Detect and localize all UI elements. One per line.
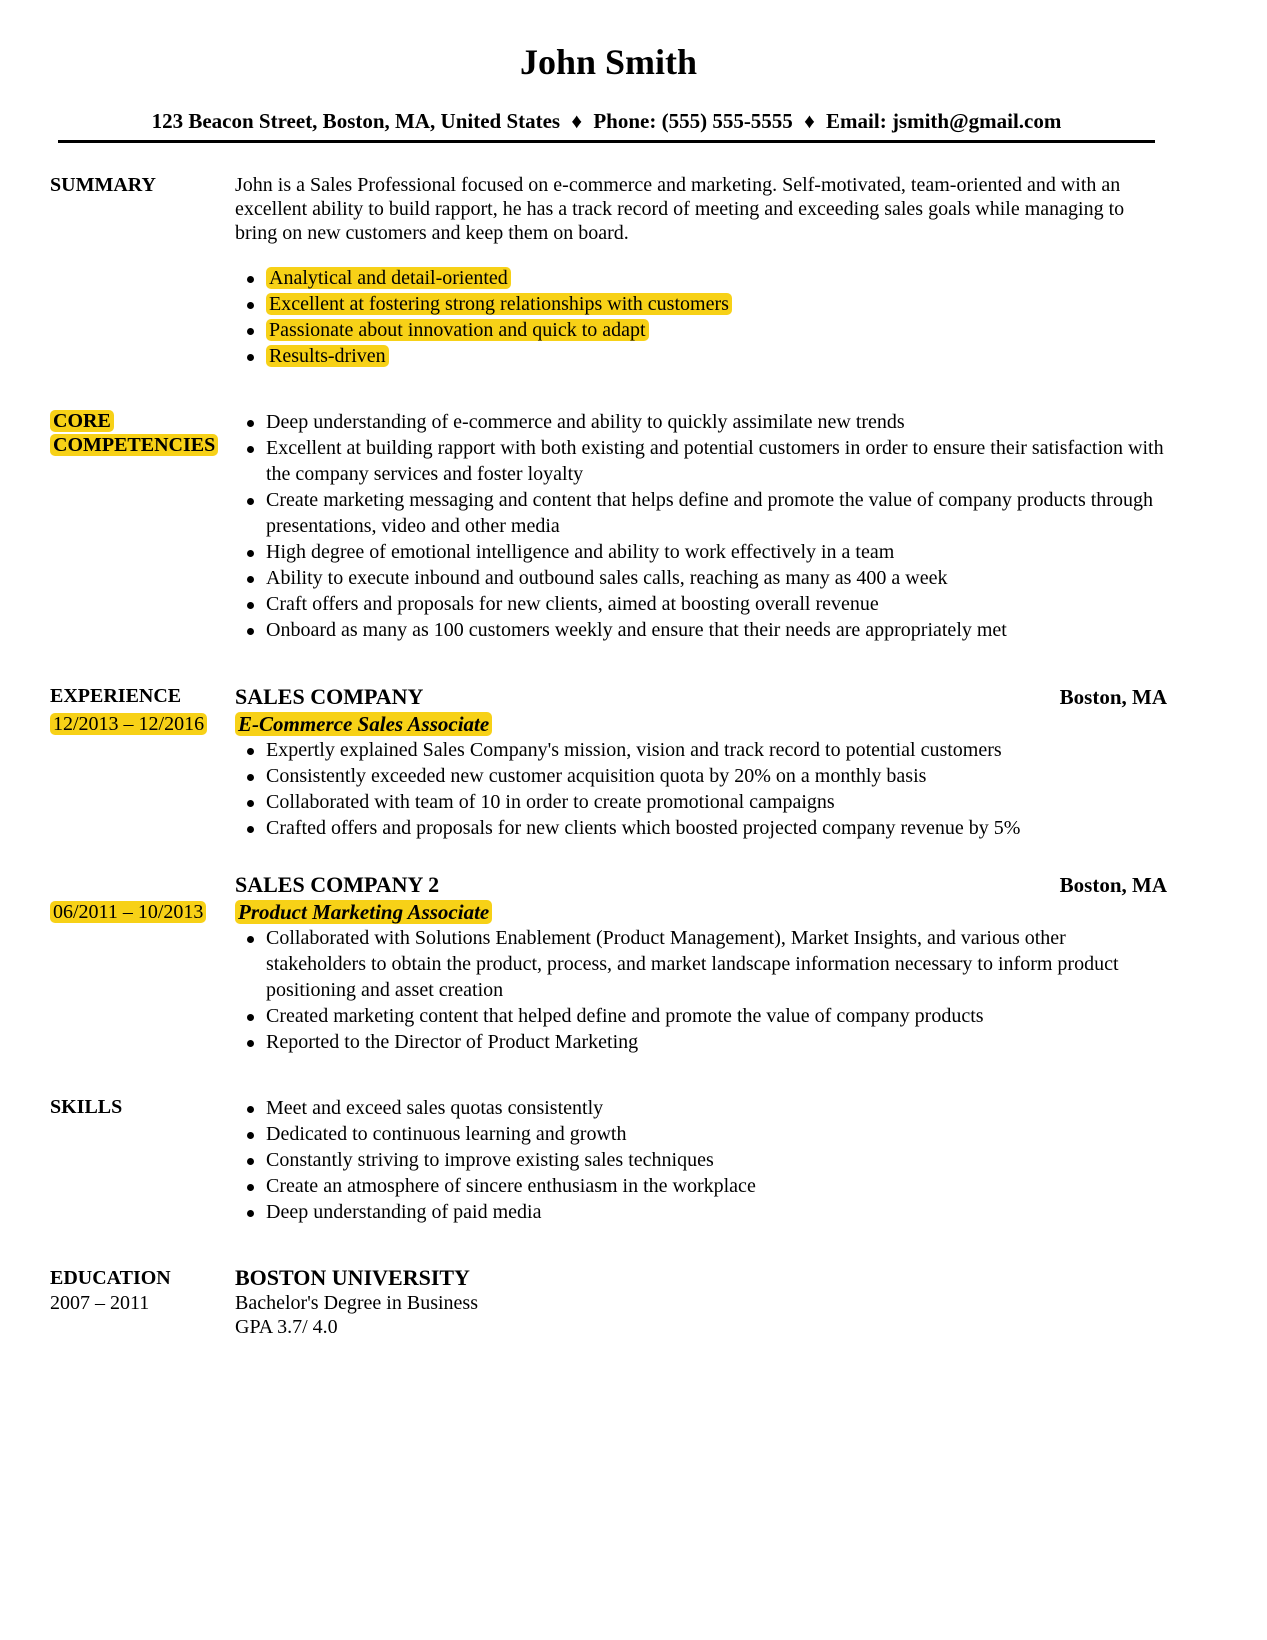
- core-title-line1: CORE: [50, 410, 114, 432]
- diamond-separator-icon: ♦: [571, 109, 583, 133]
- summary-bullets: [235, 265, 1167, 369]
- job-dates: [50, 711, 235, 737]
- summary-content: [235, 173, 1167, 369]
- experience-label-column: [50, 871, 235, 925]
- highlighted-text: Excellent at fostering strong relationships with customers: [266, 293, 732, 315]
- core-title-line2: COMPETENCIES: [50, 434, 218, 456]
- list-item: [235, 317, 1167, 343]
- education-dates: 2007 – 2011: [50, 1292, 150, 1314]
- list-item: Dedicated to continuous learning and growth: [235, 1121, 1167, 1147]
- education-title: EDUCATION: [50, 1267, 171, 1289]
- skills-bullets: [235, 1095, 1167, 1225]
- list-item: [235, 291, 1167, 317]
- experience-title: EXPERIENCE: [50, 685, 182, 707]
- highlighted-text: Passionate about innovation and quick to adapt: [266, 319, 649, 341]
- list-item: Constantly striving to improve existing sales techniques: [235, 1147, 1167, 1173]
- contact-phone: Phone: (555) 555-5555: [593, 109, 793, 133]
- core-competencies-label-column: [50, 409, 235, 457]
- job-location: Boston, MA: [1059, 685, 1167, 709]
- core-competencies-title: [50, 409, 235, 457]
- job-dates-text: 12/2013 – 12/2016: [50, 713, 207, 735]
- job-dates: [50, 899, 235, 925]
- job-header: [235, 683, 1167, 711]
- school-name: BOSTON UNIVERSITY: [235, 1265, 470, 1290]
- experience-section-job-2: [50, 871, 1167, 1055]
- summary-title: SUMMARY: [50, 174, 156, 196]
- job-role-text: Product Marketing Associate: [235, 900, 492, 924]
- contact-email: Email: jsmith@gmail.com: [826, 109, 1062, 133]
- job-role: [235, 711, 1167, 737]
- candidate-name: John Smith: [519, 42, 698, 82]
- list-item: Ability to execute inbound and outbound sales calls, reaching as many as 400 a week: [235, 565, 1167, 591]
- spacer: [50, 871, 235, 897]
- skills-content: [235, 1095, 1167, 1225]
- contact-line: [58, 108, 1155, 143]
- list-item: Crafted offers and proposals for new clients which boosted projected company revenue by 5%: [235, 815, 1167, 841]
- company-name: SALES COMPANY: [235, 684, 424, 709]
- job-header: [235, 871, 1167, 899]
- list-item: Collaborated with Solutions Enablement (Product Management), Market Insights, and various other stakeholders to obtain the product, process, and market landscape information necessary to inform product positioning and asset creation: [235, 925, 1167, 1003]
- education-label-column: [50, 1265, 235, 1315]
- diamond-separator-icon: ♦: [804, 109, 815, 133]
- job-role-text: E-Commerce Sales Associate: [235, 712, 492, 736]
- list-item: Reported to the Director of Product Marketing: [235, 1029, 1167, 1055]
- highlighted-text: Results-driven: [266, 345, 389, 367]
- education-content: [235, 1265, 1167, 1339]
- core-competencies-bullets: [235, 409, 1167, 643]
- job-bullets: [235, 925, 1167, 1055]
- list-item: Consistently exceeded new customer acquisition quota by 20% on a monthly basis: [235, 763, 1167, 789]
- skills-title: SKILLS: [50, 1096, 123, 1118]
- list-item: [235, 265, 1167, 291]
- contact-address: 123 Beacon Street, Boston, MA, United States: [151, 109, 561, 133]
- skills-section: [50, 1095, 1167, 1225]
- list-item: Create marketing messaging and content that helps define and promote the value of company products through presentations, video and other media: [235, 487, 1167, 539]
- list-item: Excellent at building rapport with both existing and potential customers in order to ensure their satisfaction with the company services and foster loyalty: [235, 435, 1167, 487]
- job-role: [235, 899, 1167, 925]
- experience-label-column: [50, 683, 235, 737]
- highlighted-text: Analytical and detail-oriented: [266, 267, 511, 289]
- list-item: Deep understanding of paid media: [235, 1199, 1167, 1225]
- list-item: Craft offers and proposals for new clients, aimed at boosting overall revenue: [235, 591, 1167, 617]
- list-item: High degree of emotional intelligence and ability to work effectively in a team: [235, 539, 1167, 565]
- summary-section: [50, 173, 1167, 369]
- list-item: Expertly explained Sales Company's mission, vision and track record to potential customers: [235, 737, 1167, 763]
- list-item: Create an atmosphere of sincere enthusiasm in the workplace: [235, 1173, 1167, 1199]
- job-location: Boston, MA: [1059, 873, 1167, 897]
- job-bullets: [235, 737, 1167, 841]
- summary-label-column: [50, 173, 235, 197]
- list-item: Meet and exceed sales quotas consistently: [235, 1095, 1167, 1121]
- degree: Bachelor's Degree in Business: [235, 1292, 478, 1314]
- list-item: Created marketing content that helped define and promote the value of company products: [235, 1003, 1167, 1029]
- list-item: Deep understanding of e-commerce and ability to quickly assimilate new trends: [235, 409, 1167, 435]
- skills-label-column: [50, 1095, 235, 1119]
- gpa: GPA 3.7/ 4.0: [235, 1316, 338, 1338]
- job-dates-text: 06/2011 – 10/2013: [50, 901, 206, 923]
- core-competencies-content: [235, 409, 1167, 643]
- list-item: Onboard as many as 100 customers weekly and ensure that their needs are appropriately met: [235, 617, 1167, 643]
- list-item: Collaborated with team of 10 in order to create promotional campaigns: [235, 789, 1167, 815]
- job-entry: [235, 871, 1167, 1055]
- job-entry: [235, 683, 1167, 841]
- list-item: [235, 343, 1167, 369]
- education-section: [50, 1265, 1167, 1339]
- company-name: SALES COMPANY 2: [235, 872, 440, 897]
- core-competencies-section: [50, 409, 1167, 643]
- summary-text: John is a Sales Professional focused on e-commerce and marketing. Self-motivated, team-oriented and with an excellent ability to build rapport, he has a track record of meeting and exceeding sales goals while managing to bring on new customers and keep them on board.: [235, 174, 1125, 244]
- experience-section: [50, 683, 1167, 841]
